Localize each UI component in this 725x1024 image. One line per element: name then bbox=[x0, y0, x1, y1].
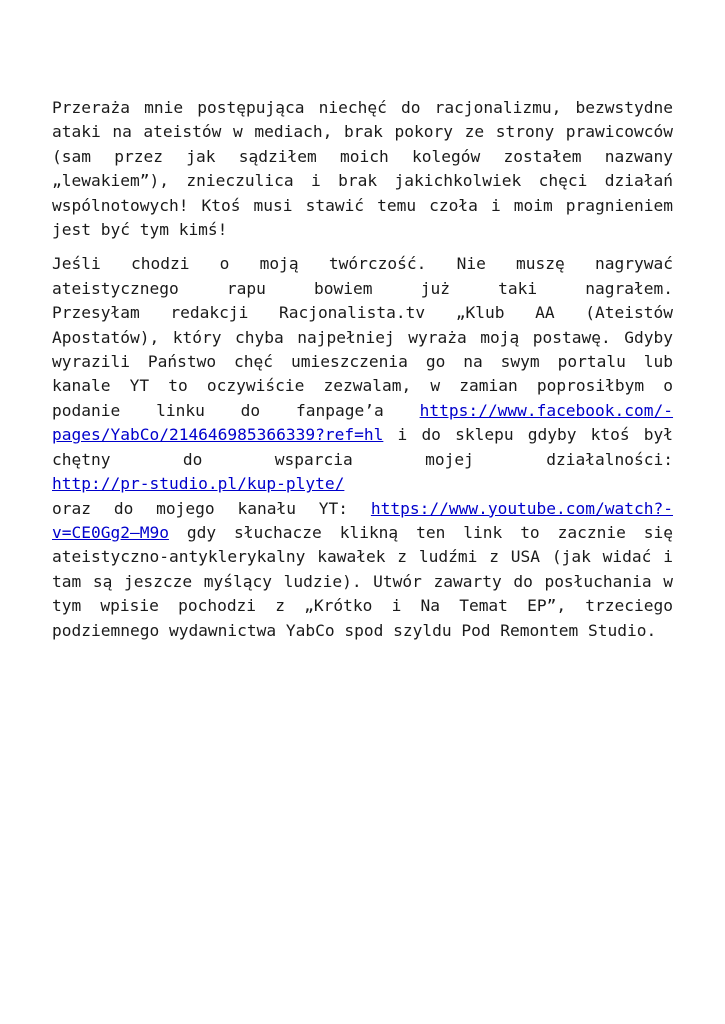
paragraph-2-line-12 bbox=[52, 521, 673, 545]
paragraph-2-line-3: Przesyłam redakcji Racjonalista.tv „Klub AA (Ateistów bbox=[52, 303, 673, 323]
paragraph-1-line-4: „lewakiem”), znieczulica i brak jakichkolwiek chęci działań bbox=[52, 171, 673, 191]
listeners-text: gdy słuchacze klikną ten link to zacznie się bbox=[186, 522, 674, 542]
paragraph-1-line-1: Przeraża mnie postępująca niechęć do racjonalizmu, bezwstydne bbox=[52, 98, 673, 117]
shop-link[interactable]: http://pr-studio.pl/kup-plyte/ bbox=[52, 474, 345, 494]
paragraph-2-line-4: Apostatów), który chyba najpełniej wyraża moją postawę. Gdyby bbox=[52, 327, 673, 347]
paragraph-2-line-7 bbox=[52, 399, 673, 423]
document-page bbox=[52, 96, 673, 643]
paragraph-2-line-13: ateistyczno-antyklerykalny kawałek z ludźmi z USA (jak widać i bbox=[52, 547, 673, 567]
facebook-link-start[interactable]: https://www.facebook.com/- bbox=[419, 400, 674, 420]
paragraph-1-line-6: jest być tym kimś! bbox=[52, 220, 228, 240]
paragraph-1-line-2: ataki na ateistów w mediach, brak pokory ze strony prawicowców bbox=[52, 122, 673, 142]
facebook-link-end[interactable]: pages/YabCo/214646985366339?ref=hl bbox=[52, 425, 384, 445]
youtube-text: oraz do mojego kanału YT: bbox=[52, 498, 349, 518]
youtube-link-start[interactable]: https://www.youtube.com/watch?- bbox=[370, 498, 673, 518]
paragraph-2-line-8 bbox=[52, 423, 673, 447]
paragraph-2-line-5: wyrazili Państwo chęć umieszczenia go na swym portalu lub bbox=[52, 352, 673, 372]
youtube-link-end[interactable]: v=CE0Gg2—M9o bbox=[52, 522, 169, 542]
paragraph-1-line-3: (sam przez jak sądziłem moich kolegów zostałem nazwany bbox=[52, 146, 673, 166]
paragraph-2-line-15: tym wpisie pochodzi z „Krótko i Na Temat EP”, trzeciego bbox=[52, 596, 673, 616]
paragraph-2-line-10 bbox=[52, 472, 673, 496]
paragraph-2-line-16: podziemnego wydawnictwa YabCo spod szyldu Pod Remontem Studio. bbox=[52, 620, 657, 640]
fanpage-text: podanie linku do fanpage’a bbox=[52, 400, 384, 420]
paragraph-1 bbox=[52, 96, 673, 242]
paragraph-2 bbox=[52, 252, 673, 643]
paragraph-2-line-1: Jeśli chodzi o moją twórczość. Nie muszę nagrywać bbox=[52, 254, 673, 274]
paragraph-1-line-5: wspólnotowych! Ktoś musi stawić temu czoła i moim pragnieniem bbox=[52, 195, 673, 215]
paragraph-2-line-6: kanale YT to oczywiście zezwalam, w zamian poprosiłbym o bbox=[52, 376, 673, 396]
paragraph-2-line-9: chętny do wsparcia mojej działalności: bbox=[52, 449, 673, 469]
paragraph-2-line-2: ateistycznego rapu bowiem już taki nagrałem. bbox=[52, 278, 673, 298]
paragraph-2-line-11 bbox=[52, 497, 673, 521]
shop-text: i do sklepu gdyby ktoś był bbox=[397, 425, 674, 445]
paragraph-2-line-14: tam są jeszcze myślący ludzie). Utwór zawarty do posłuchania w bbox=[52, 571, 673, 591]
